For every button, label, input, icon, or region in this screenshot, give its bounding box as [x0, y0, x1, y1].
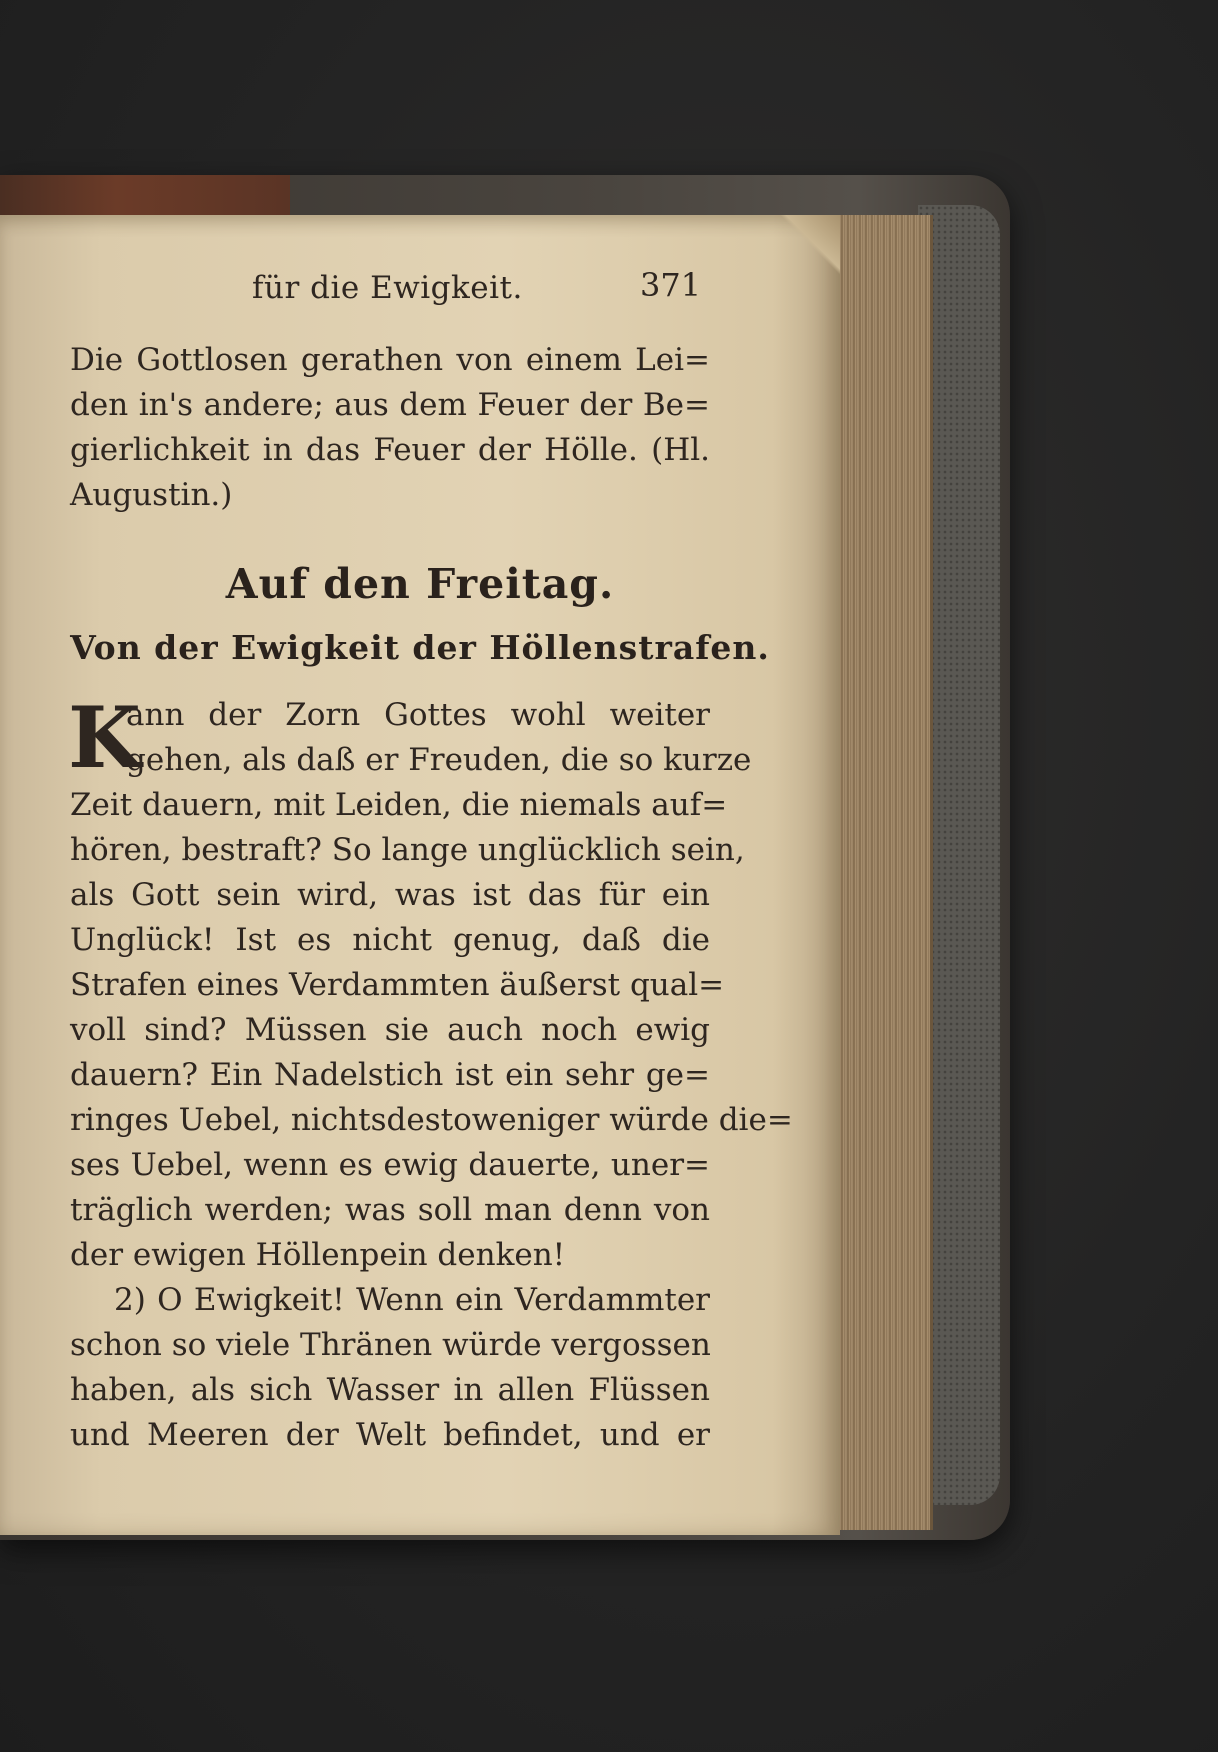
text-line: gehen, als daß er Freuden, die so kurze	[126, 742, 752, 778]
text-line: den in's andere; aus dem Feuer der Be=	[70, 387, 710, 423]
text-line: Augustin.)	[70, 477, 233, 513]
text-line: gierlichkeit in das Feuer der Hölle. (Hl.	[70, 432, 710, 468]
text-line: als Gott sein wird, was ist das für ein	[70, 877, 710, 913]
text-line: und Meeren der Welt befindet, und er	[70, 1417, 710, 1453]
text-line: ann der Zorn Gottes wohl weiter	[126, 697, 710, 733]
text-line: träglich werden; was soll man denn von	[70, 1192, 710, 1228]
main-paragraph	[68, 688, 793, 1458]
section-title: Auf den Freitag.	[225, 560, 615, 608]
text-line: ringes Uebel, nichtsdestoweniger würde die=	[70, 1102, 793, 1138]
text-line: Strafen eines Verdammten äußerst qual=	[70, 967, 725, 1003]
text-line: Unglück! Ist es nicht genug, daß die	[70, 922, 710, 958]
text-line: haben, als sich Wasser in allen Flüssen	[70, 1372, 710, 1408]
page-corner-fold	[780, 215, 840, 275]
text-line: 2) O Ewigkeit! Wenn ein Verdammter	[114, 1282, 710, 1318]
text-line: Zeit dauern, mit Leiden, die niemals auf=	[70, 787, 728, 823]
intro-paragraph	[70, 338, 710, 518]
text-line: der ewigen Höllenpein denken!	[70, 1237, 566, 1273]
section-subtitle: Von der Ewigkeit der Höllenstrafen.	[70, 628, 770, 667]
text-line: schon so viele Thränen würde vergossen	[70, 1327, 711, 1363]
text-line: hören, bestraft? So lange unglücklich sein,	[70, 832, 745, 868]
text-line: voll sind? Müssen sie auch noch ewig	[70, 1012, 710, 1048]
page-number: 371	[640, 266, 702, 304]
drop-cap: K	[68, 688, 142, 787]
text-line: dauern? Ein Nadelstich ist ein sehr ge=	[70, 1057, 710, 1093]
running-header: für die Ewigkeit.	[252, 270, 523, 306]
text-line: Die Gottlosen gerathen von einem Lei=	[70, 342, 710, 378]
text-line: ses Uebel, wenn es ewig dauerte, uner=	[70, 1147, 710, 1183]
